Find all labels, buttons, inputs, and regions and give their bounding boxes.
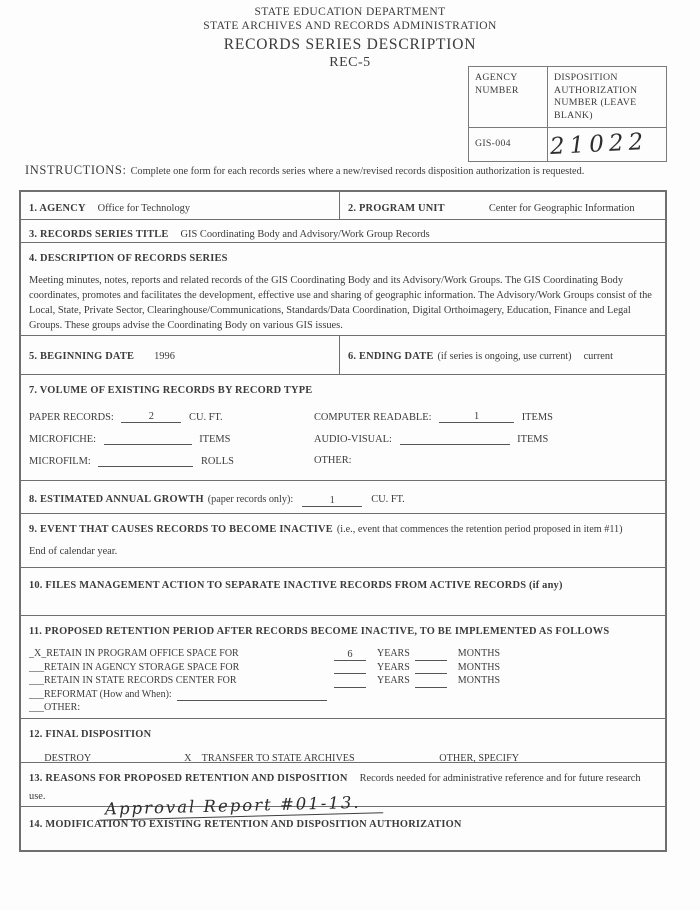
retention-options — [29, 647, 657, 715]
retention-option-3-years-label: YEARS — [377, 675, 410, 686]
instructions-label: INSTRUCTIONS: — [25, 163, 127, 177]
field-volume — [21, 374, 665, 480]
retention-option-agency-storage — [29, 661, 657, 675]
audio-visual-label: AUDIO-VISUAL: — [314, 434, 392, 445]
retention-option-1-months-blank — [415, 649, 447, 661]
volume-item-other — [314, 455, 657, 467]
volume-item-paper — [29, 411, 314, 423]
retention-option-2-label: RETAIN IN AGENCY STORAGE SPACE FOR — [44, 661, 240, 673]
field-final-disposition — [21, 718, 665, 762]
retention-option-1-head — [29, 647, 329, 661]
retention-option-1-label: RETAIN IN PROGRAM OFFICE SPACE FOR — [46, 648, 239, 659]
disposition-number-handwritten: 21022 — [549, 129, 649, 161]
retention-option-3-label: RETAIN IN STATE RECORDS CENTER FOR — [44, 675, 237, 686]
agency-number-value: GIS-004 — [469, 128, 548, 161]
field-program-unit — [340, 192, 665, 219]
field-inactive-event — [21, 513, 665, 567]
description-label: 4. DESCRIPTION OF RECORDS SERIES — [29, 253, 228, 264]
retention-option-1-years-label: YEARS — [377, 648, 410, 659]
retention-option-5-label: OTHER: — [44, 702, 81, 713]
inactive-event-label: 9. EVENT THAT CAUSES RECORDS TO BECOME INACTIVE — [29, 524, 333, 535]
paper-records-value-blank: 2 — [121, 411, 181, 423]
retention-option-2-mark: ___ — [29, 661, 44, 673]
retention-option-3-months-blank — [415, 676, 447, 688]
field-beginning-date — [21, 336, 340, 374]
microfiche-label: MICROFICHE: — [29, 434, 96, 445]
modification-label: 14. MODIFICATION TO EXISTING RETENTION AND DISPOSITION AUTHORIZATION — [29, 819, 462, 830]
retention-option-1-mark: _X_ — [29, 648, 47, 659]
retention-option-1-months-label: MONTHS — [457, 648, 501, 659]
paper-records-label: PAPER RECORDS: — [29, 412, 114, 423]
form-header — [0, 6, 700, 71]
retention-option-3-years-blank — [334, 676, 366, 688]
destroy-label: DESTROY — [44, 753, 92, 764]
retention-option-reformat — [29, 688, 657, 702]
other-volume-label: OTHER: — [314, 455, 352, 466]
disposition-authorization-label: DISPOSITION AUTHORIZATION NUMBER (LEAVE BLANK) — [548, 67, 666, 128]
annual-growth-unit: CU. FT. — [371, 494, 405, 505]
retention-option-2-months-blank — [415, 662, 447, 674]
retention-option-3-head — [29, 674, 329, 688]
volume-grid — [29, 411, 657, 467]
computer-readable-value-blank: 1 — [439, 411, 514, 423]
ending-date-note: (if series is ongoing, use current) — [437, 351, 572, 362]
beginning-date-value: 1996 — [154, 351, 175, 362]
administration-name: STATE ARCHIVES AND RECORDS ADMINISTRATION — [203, 19, 497, 32]
ending-date-label: 6. ENDING DATE — [348, 351, 434, 362]
volume-item-microfilm — [29, 455, 314, 467]
computer-readable-unit: ITEMS — [521, 412, 553, 423]
description-text: Meeting minutes, notes, reports and related records of the GIS Coordinating Body and its Advisory/Work Groups. The GIS Coordinating Body coordinates, promotes and facilitates the development, effective use and sharing of geographic information. The Advisory/Work Groups consist of the Local, State, Private Sector, Clearinghouse/Communications, Standards/Data Coordination, Digital Orthoimagery, Education, Finance and Legal Groups. These groups advise the Coordinating Body on various GIS issues. — [29, 275, 652, 331]
microfiche-value-blank — [104, 433, 192, 445]
row-agency-program — [21, 192, 665, 219]
volume-label: 7. VOLUME OF EXISTING RECORDS BY RECORD TYPE — [29, 385, 313, 396]
beginning-date-label: 5. BEGINNING DATE — [29, 351, 135, 362]
retention-option-2-years-label: YEARS — [377, 661, 410, 673]
volume-item-computer-readable — [314, 411, 657, 423]
volume-item-microfiche — [29, 433, 314, 445]
retention-option-4-label: REFORMAT (How and When): — [44, 688, 172, 700]
retention-option-program-office — [29, 647, 657, 661]
department-name: STATE EDUCATION DEPARTMENT — [254, 6, 446, 18]
reasons-handwritten-note: Approval Report #01-13. — [99, 792, 383, 820]
transfer-label: TRANSFER TO STATE ARCHIVES — [201, 753, 355, 764]
program-unit-label: 2. PROGRAM UNIT — [348, 203, 445, 214]
other-specify-label: OTHER, SPECIFY — [439, 753, 520, 764]
audio-visual-unit: ITEMS — [517, 434, 549, 445]
destroy-mark: ___ — [29, 753, 45, 764]
annual-growth-note: (paper records only): — [207, 494, 294, 505]
retention-option-2-months-label: MONTHS — [457, 661, 501, 673]
series-title-value: GIS Coordinating Body and Advisory/Work Group Records — [180, 229, 430, 240]
retention-option-3-months-label: MONTHS — [457, 675, 501, 686]
row-dates — [21, 335, 665, 374]
microfilm-unit: ROLLS — [201, 456, 234, 467]
inactive-event-text: End of calendar year. — [29, 546, 118, 557]
retention-option-other — [29, 701, 657, 715]
id-number-box — [468, 66, 667, 162]
agency-label: 1. AGENCY — [29, 203, 86, 214]
field-annual-growth — [21, 480, 665, 513]
retention-option-5-mark: ___ — [29, 702, 44, 713]
reasons-value: Records needed for administrative reference and for future research use. — [29, 773, 641, 802]
program-unit-value: Center for Geographic Information — [488, 203, 635, 214]
field-records-series-title — [21, 219, 665, 242]
retention-option-4-mark: ___ — [29, 688, 44, 700]
field-ending-date — [340, 336, 665, 374]
annual-growth-value-blank: 1 — [302, 495, 362, 507]
final-disposition-label: 12. FINAL DISPOSITION — [29, 729, 152, 740]
records-series-form-table — [19, 190, 667, 852]
retention-option-4-blank — [177, 689, 327, 701]
form-code: REC-5 — [329, 55, 371, 70]
reasons-label: 13. REASONS FOR PROPOSED RETENTION AND DISPOSITION — [29, 773, 348, 784]
microfilm-value-blank — [98, 455, 193, 467]
field-files-management — [21, 567, 665, 615]
instructions-text: Complete one form for each records series where a new/revised records disposition authorization is requested. — [130, 166, 585, 177]
audio-visual-value-blank — [400, 433, 510, 445]
field-agency — [21, 192, 340, 219]
agency-number-label: AGENCY NUMBER — [469, 67, 548, 128]
annual-growth-label: 8. ESTIMATED ANNUAL GROWTH — [29, 494, 204, 505]
ending-date-value: current — [583, 351, 613, 362]
form-title: RECORDS SERIES DESCRIPTION — [223, 36, 477, 53]
field-description — [21, 242, 665, 335]
microfilm-label: MICROFILM: — [29, 456, 91, 467]
files-management-label: 10. FILES MANAGEMENT ACTION TO SEPARATE INACTIVE RECORDS FROM ACTIVE RECORDS (if any) — [29, 580, 563, 591]
retention-option-2-years-blank — [334, 662, 366, 674]
instructions-line — [25, 161, 680, 179]
microfiche-unit: ITEMS — [199, 434, 231, 445]
computer-readable-label: COMPUTER READABLE: — [314, 412, 432, 423]
retention-label: 11. PROPOSED RETENTION PERIOD AFTER RECORDS BECOME INACTIVE, TO BE IMPLEMENTED AS FOLLOWS — [29, 626, 610, 637]
retention-option-2-head — [29, 661, 329, 675]
retention-option-3-mark: ___ — [29, 675, 44, 686]
transfer-mark: _X__ — [179, 753, 202, 764]
retention-option-state-records-center — [29, 674, 657, 688]
agency-value: Office for Technology — [97, 203, 191, 214]
volume-item-audio-visual — [314, 433, 657, 445]
field-reasons — [21, 762, 665, 819]
series-title-label: 3. RECORDS SERIES TITLE — [29, 229, 169, 240]
field-retention-period — [21, 615, 665, 718]
paper-records-unit: CU. FT. — [189, 412, 223, 423]
retention-option-1-years-blank: 6 — [334, 649, 366, 661]
inactive-event-note: (i.e., event that commences the retention period proposed in item #11) — [336, 524, 623, 535]
other-specify-mark: ___ — [424, 753, 440, 764]
